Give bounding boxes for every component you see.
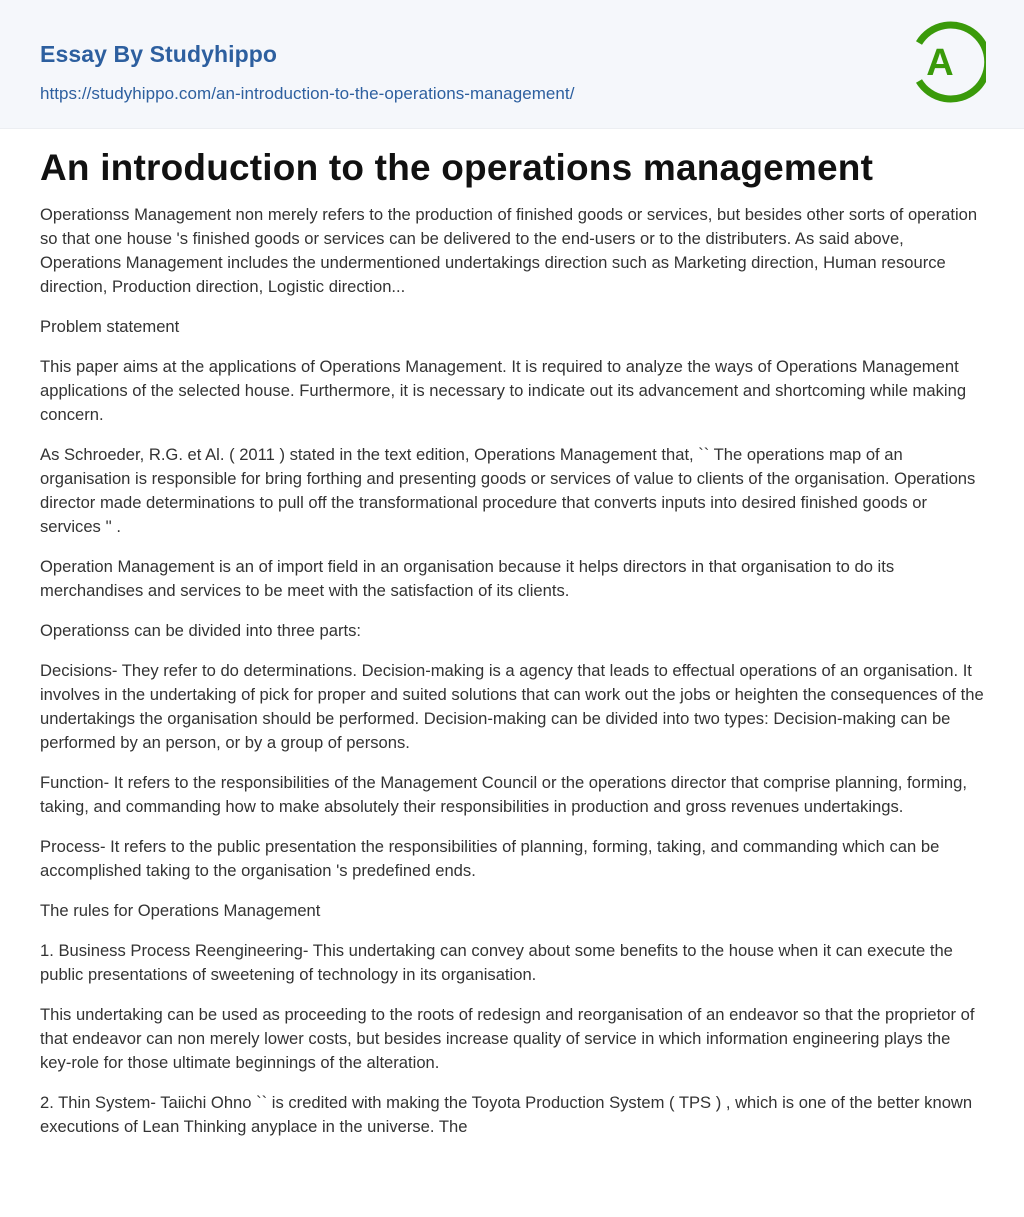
site-header — [0, 0, 1024, 129]
paragraph: This paper aims at the applications of Operations Management. It is required to analyze the ways of Operations Management applications of the selected house. Furthermore, it is necessary to indicate out its advancement and shortcoming while making concern. — [40, 357, 967, 424]
article-body — [0, 145, 1024, 1139]
paragraph: Operationss Management non merely refers to the production of finished goods or services, but besides other sorts of operation so that one house 's finished goods or services can be delivered to the end-users or to the distributers. As said above, Operations Management includes the undermentioned undertakings direction such as Marketing direction, Human resource direction, Production direction, Logistic direction... — [40, 205, 978, 296]
studyhippo-logo-icon — [912, 19, 986, 105]
paragraph: This undertaking can be used as proceeding to the roots of redesign and reorganisation of an endeavor so that the proprietor of that endeavor can non merely lower costs, but besides increase quality of service in which information engineering plays the key-role for those ultimate beginnings of the alteration. — [40, 1005, 975, 1072]
logo-letter: A — [926, 42, 954, 84]
paragraph: Process- It refers to the public presentation the responsibilities of planning, forming, taking, and commanding which can be accomplished taking to the organisation 's predefined ends. — [40, 837, 940, 880]
paragraph: 1. Business Process Reengineering- This undertaking can convey about some benefits to the house when it can execute the public presentations of sweetening of technology in its organisation. — [40, 941, 953, 984]
essay-url-link[interactable]: https://studyhippo.com/an-introduction-to-the-operations-management/ — [40, 84, 575, 103]
article-title: An introduction to the operations management — [40, 147, 874, 188]
paragraph: Operation Management is an of import field in an organisation because it helps directors in that organisation to do its merchandises and services to be meet with the satisfaction of its clients. — [40, 557, 895, 600]
paragraph: Decisions- They refer to do determinations. Decision-making is a agency that leads to effectual operations of an organisation. It involves in the undertaking of pick for proper and suited solutions that can work out the jobs or heighten the consequences of the undertakings the organisation should be performed. Decision-making can be divided into two types: Decision-making can be performed by an person, or by a group of persons. — [40, 661, 984, 752]
paragraph: As Schroeder, R.G. et Al. ( 2011 ) stated in the text edition, Operations Management that, `` The operations map of an organisation is responsible for bring forthing and presenting goods or services of value to clients of the organisation. Operations director made determinations to pull off the transformational procedure that converts inputs into desired finished goods or services '' . — [40, 445, 976, 536]
paragraph: Operationss can be divided into three parts: — [40, 621, 362, 640]
section-heading-rules: The rules for Operations Management — [40, 901, 321, 920]
brand-title: Essay By Studyhippo — [40, 41, 278, 67]
paragraph: Function- It refers to the responsibilities of the Management Council or the operations director that comprise planning, forming, taking, and commanding how to make absolutely their responsibilities in production and gross revenues undertakings. — [40, 773, 967, 816]
paragraph: 2. Thin System- Taiichi Ohno `` is credited with making the Toyota Production System ( TPS ) , which is one of the better known executions of Lean Thinking anyplace in the universe. The — [40, 1093, 973, 1136]
section-heading-problem-statement: Problem statement — [40, 317, 180, 336]
